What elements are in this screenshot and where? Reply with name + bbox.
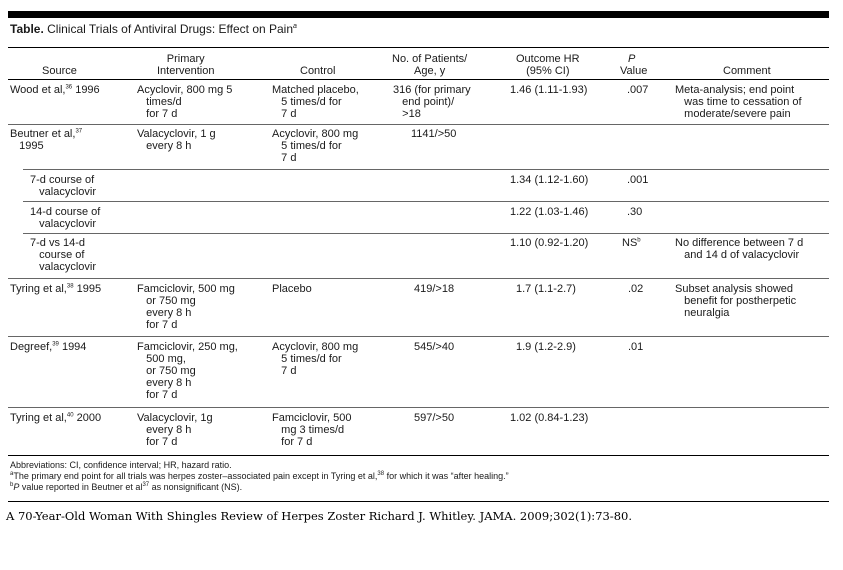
caption-rule: [8, 501, 829, 502]
row-rule: [8, 336, 829, 337]
table-row-hr: 1.02 (0.84-1.23): [510, 412, 589, 424]
table-row-intervention: Valacyclovir, 1g every 8 h for 7 d: [137, 412, 213, 448]
table-row-hr: 1.46 (1.11-1.93): [510, 84, 588, 96]
row-rule: [8, 124, 829, 125]
footnote-abbreviations: Abbreviations: CI, confidence interval; HR, hazard ratio.: [10, 460, 232, 470]
table-row-source: Wood et al,$^{36}$ 1996: [10, 84, 100, 96]
table-row-patients: 419/>18: [414, 283, 455, 295]
row-rule: [23, 201, 829, 202]
table-row-control: Famciclovir, 500 mg 3 times/d for 7 d: [272, 412, 352, 448]
table-row-p: .02: [628, 283, 644, 295]
table-row-source: 7-d vs 14-d course of valacyclovir: [30, 237, 97, 273]
table-row-source: Tyring et al,$^{38}$ 1995: [10, 283, 102, 295]
header-comment: Comment: [723, 65, 771, 77]
footnote-b: $^b$P value reported in Beutner et $al^{37}$ as nonsignificant (NS).: [10, 482, 243, 492]
table-row-p: .30: [627, 206, 643, 218]
footnote-a: $^a$The primary end point for all trials was herpes zoster–associated pain except in Tyring et al,$^{38}$ for which it was “after healing.”: [10, 471, 509, 481]
header-hr: Outcome HR (95% CI): [516, 53, 580, 77]
table-row-intervention: Valacyclovir, 1 g every 8 h: [137, 128, 216, 152]
table-row-patients: 1141/>50: [411, 128, 457, 140]
header-top-rule: [8, 47, 829, 48]
table-row-intervention: Famciclovir, 250 mg, 500 mg, or 750 mg every 8 h for 7 d: [137, 341, 238, 401]
table-row-patients: 597/>50: [414, 412, 455, 424]
table-row-patients: 545/>40: [414, 341, 455, 353]
title-label: Table.: [10, 22, 44, 36]
header-p-value: Value: [620, 65, 648, 77]
table-row-source: 14-d course of valacyclovir: [30, 206, 101, 230]
table-row-source: Beutner et al,$^{37}$ 1995: [10, 128, 83, 152]
table-row-comment: No difference between 7 d and 14 d of valacyclovir: [675, 237, 804, 261]
title-footnote-mark: a: [293, 23, 297, 30]
header-bottom-rule: [8, 79, 829, 80]
table-row-p: $NS^b$: [622, 237, 641, 249]
table-row-hr: 1.10 (0.92-1.20): [510, 237, 589, 249]
row-rule: [8, 278, 829, 279]
table-row-p: .01: [628, 341, 644, 353]
table-title: [10, 22, 297, 36]
row-rule: [23, 169, 829, 170]
header-intervention: Primary Intervention: [157, 53, 215, 77]
table-row-control: Matched placebo, 5 times/d for 7 d: [272, 84, 359, 120]
table-row-control: Placebo: [272, 283, 312, 295]
row-rule: [23, 233, 829, 234]
table-row-patients: 316 (for primary end point)/ >18: [393, 84, 471, 120]
table-row-control: Acyclovir, 800 mg 5 times/d for 7 d: [272, 341, 359, 377]
table-row-p: .001: [627, 174, 649, 186]
top-bar: [8, 11, 829, 18]
table-row-control: Acyclovir, 800 mg 5 times/d for 7 d: [272, 128, 359, 164]
header-p: P: [628, 53, 636, 65]
table-row-source: Degreef,$^{39}$ 1994: [10, 341, 87, 353]
table-row-comment: Subset analysis showed benefit for postherpetic neuralgia: [675, 283, 797, 319]
table-row-intervention: Famciclovir, 500 mg or 750 mg every 8 h for 7 d: [137, 283, 235, 331]
table-row-intervention: Acyclovir, 800 mg 5 times/d for 7 d: [137, 84, 233, 120]
header-patients: No. of Patients/ Age, y: [392, 53, 468, 77]
table-row-source: 7-d course of valacyclovir: [30, 174, 97, 198]
table-row-hr: 1.7 (1.1-2.7): [516, 283, 576, 295]
row-rule: [8, 407, 829, 408]
title-text: Clinical Trials of Antiviral Drugs: Effect on Pain: [43, 22, 294, 36]
header-control: Control: [300, 65, 336, 77]
table-row-p: .007: [627, 84, 649, 96]
table-row-source: Tyring et al,$^{40}$ 2000: [10, 412, 102, 424]
header-source: Source: [42, 65, 77, 77]
table-bottom-rule: [8, 455, 829, 456]
table-row-comment: Meta-analysis; end point was time to cessation of moderate/severe pain: [675, 84, 802, 120]
source-caption: A 70-Year-Old Woman With Shingles Review of Herpes Zoster Richard J. Whitley. JAMA. 2009;302(1):73-80.: [6, 509, 632, 523]
table-row-hr: 1.9 (1.2-2.9): [516, 341, 576, 353]
table-row-hr: 1.34 (1.12-1.60): [510, 174, 589, 186]
table-row-hr: 1.22 (1.03-1.46): [510, 206, 589, 218]
